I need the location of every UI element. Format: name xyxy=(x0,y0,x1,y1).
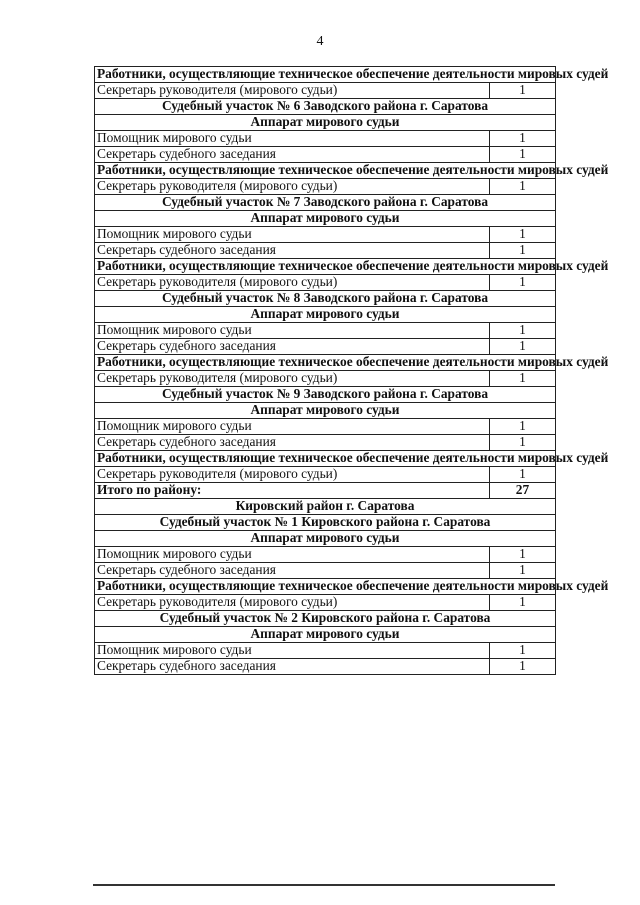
total-label: Итого по району: xyxy=(95,483,490,499)
position-row xyxy=(95,643,556,659)
position-name: Секретарь руководителя (мирового судьи) xyxy=(95,275,490,291)
position-row xyxy=(95,339,556,355)
position-name: Секретарь судебного заседания xyxy=(95,659,490,675)
position-count: 1 xyxy=(490,563,556,579)
position-row xyxy=(95,179,556,195)
position-row xyxy=(95,147,556,163)
header-cell: Аппарат мирового судьи xyxy=(95,115,556,131)
position-name: Секретарь руководителя (мирового судьи) xyxy=(95,83,490,99)
header-cell: Судебный участок № 8 Заводского района г. Саратова xyxy=(95,291,556,307)
header-cell: Кировский район г. Саратова xyxy=(95,499,556,515)
subsection-header-row xyxy=(95,195,556,211)
position-name: Помощник мирового судьи xyxy=(95,643,490,659)
page-number: 4 xyxy=(316,34,324,49)
position-row xyxy=(95,595,556,611)
position-row xyxy=(95,563,556,579)
position-name: Помощник мирового судьи xyxy=(95,323,490,339)
position-count: 1 xyxy=(490,147,556,163)
header-cell: Аппарат мирового судьи xyxy=(95,307,556,323)
position-count: 1 xyxy=(490,419,556,435)
section-header-row xyxy=(95,67,556,83)
position-count: 1 xyxy=(490,435,556,451)
position-name: Секретарь судебного заседания xyxy=(95,243,490,259)
position-row xyxy=(95,83,556,99)
position-name: Секретарь судебного заседания xyxy=(95,339,490,355)
subsection-header-row xyxy=(95,99,556,115)
position-name: Секретарь руководителя (мирового судьи) xyxy=(95,595,490,611)
position-count: 1 xyxy=(490,243,556,259)
subsection-header-row xyxy=(95,211,556,227)
position-count: 1 xyxy=(490,547,556,563)
section-header-row xyxy=(95,163,556,179)
position-count: 1 xyxy=(490,131,556,147)
position-row xyxy=(95,275,556,291)
position-name: Секретарь руководителя (мирового судьи) xyxy=(95,179,490,195)
header-cell: Работники, осуществляющие техническое обеспечение деятельности мировых судей xyxy=(95,259,556,275)
header-cell: Работники, осуществляющие техническое обеспечение деятельности мировых судей xyxy=(95,163,556,179)
staff-table-body xyxy=(95,66,609,675)
position-name: Помощник мирового судьи xyxy=(95,419,490,435)
position-count: 1 xyxy=(490,275,556,291)
section-header-row xyxy=(95,259,556,275)
position-name: Секретарь судебного заседания xyxy=(95,147,490,163)
header-cell: Судебный участок № 2 Кировского района г. Саратова xyxy=(95,611,556,627)
position-count: 1 xyxy=(490,467,556,483)
section-header-row xyxy=(95,579,556,595)
position-name: Секретарь судебного заседания xyxy=(95,435,490,451)
position-name: Секретарь судебного заседания xyxy=(95,563,490,579)
total-count: 27 xyxy=(490,483,556,499)
position-name: Помощник мирового судьи xyxy=(95,227,490,243)
section-header-row xyxy=(95,451,556,467)
staff-table xyxy=(94,66,609,675)
header-cell: Аппарат мирового судьи xyxy=(95,211,556,227)
total-row xyxy=(95,483,556,499)
position-row xyxy=(95,323,556,339)
subsection-header-row xyxy=(95,403,556,419)
header-cell: Работники, осуществляющие техническое обеспечение деятельности мировых судей xyxy=(95,67,556,83)
position-count: 1 xyxy=(490,323,556,339)
subsection-header-row xyxy=(95,515,556,531)
subsection-header-row xyxy=(95,499,556,515)
subsection-header-row xyxy=(95,611,556,627)
position-row xyxy=(95,467,556,483)
bottom-divider xyxy=(93,884,555,886)
position-name: Помощник мирового судьи xyxy=(95,547,490,563)
header-cell: Работники, осуществляющие техническое обеспечение деятельности мировых судей xyxy=(95,579,556,595)
position-count: 1 xyxy=(490,643,556,659)
position-count: 1 xyxy=(490,227,556,243)
position-row xyxy=(95,243,556,259)
header-cell: Аппарат мирового судьи xyxy=(95,531,556,547)
position-row xyxy=(95,659,556,675)
position-count: 1 xyxy=(490,595,556,611)
subsection-header-row xyxy=(95,627,556,643)
subsection-header-row xyxy=(95,387,556,403)
header-cell: Работники, осуществляющие техническое обеспечение деятельности мировых судей xyxy=(95,451,556,467)
position-count: 1 xyxy=(490,339,556,355)
subsection-header-row xyxy=(95,291,556,307)
position-row xyxy=(95,435,556,451)
header-cell: Работники, осуществляющие техническое обеспечение деятельности мировых судей xyxy=(95,355,556,371)
header-cell: Судебный участок № 9 Заводского района г. Саратова xyxy=(95,387,556,403)
position-row xyxy=(95,371,556,387)
subsection-header-row xyxy=(95,115,556,131)
section-header-row xyxy=(95,355,556,371)
position-count: 1 xyxy=(490,371,556,387)
position-count: 1 xyxy=(490,659,556,675)
header-cell: Судебный участок № 7 Заводского района г. Саратова xyxy=(95,195,556,211)
position-count: 1 xyxy=(490,83,556,99)
subsection-header-row xyxy=(95,307,556,323)
position-row xyxy=(95,227,556,243)
position-name: Секретарь руководителя (мирового судьи) xyxy=(95,371,490,387)
header-cell: Судебный участок № 6 Заводского района г. Саратова xyxy=(95,99,556,115)
header-cell: Судебный участок № 1 Кировского района г. Саратова xyxy=(95,515,556,531)
position-row xyxy=(95,419,556,435)
header-cell: Аппарат мирового судьи xyxy=(95,627,556,643)
position-count: 1 xyxy=(490,179,556,195)
position-row xyxy=(95,131,556,147)
header-cell: Аппарат мирового судьи xyxy=(95,403,556,419)
position-name: Помощник мирового судьи xyxy=(95,131,490,147)
position-row xyxy=(95,547,556,563)
subsection-header-row xyxy=(95,531,556,547)
position-name: Секретарь руководителя (мирового судьи) xyxy=(95,467,490,483)
